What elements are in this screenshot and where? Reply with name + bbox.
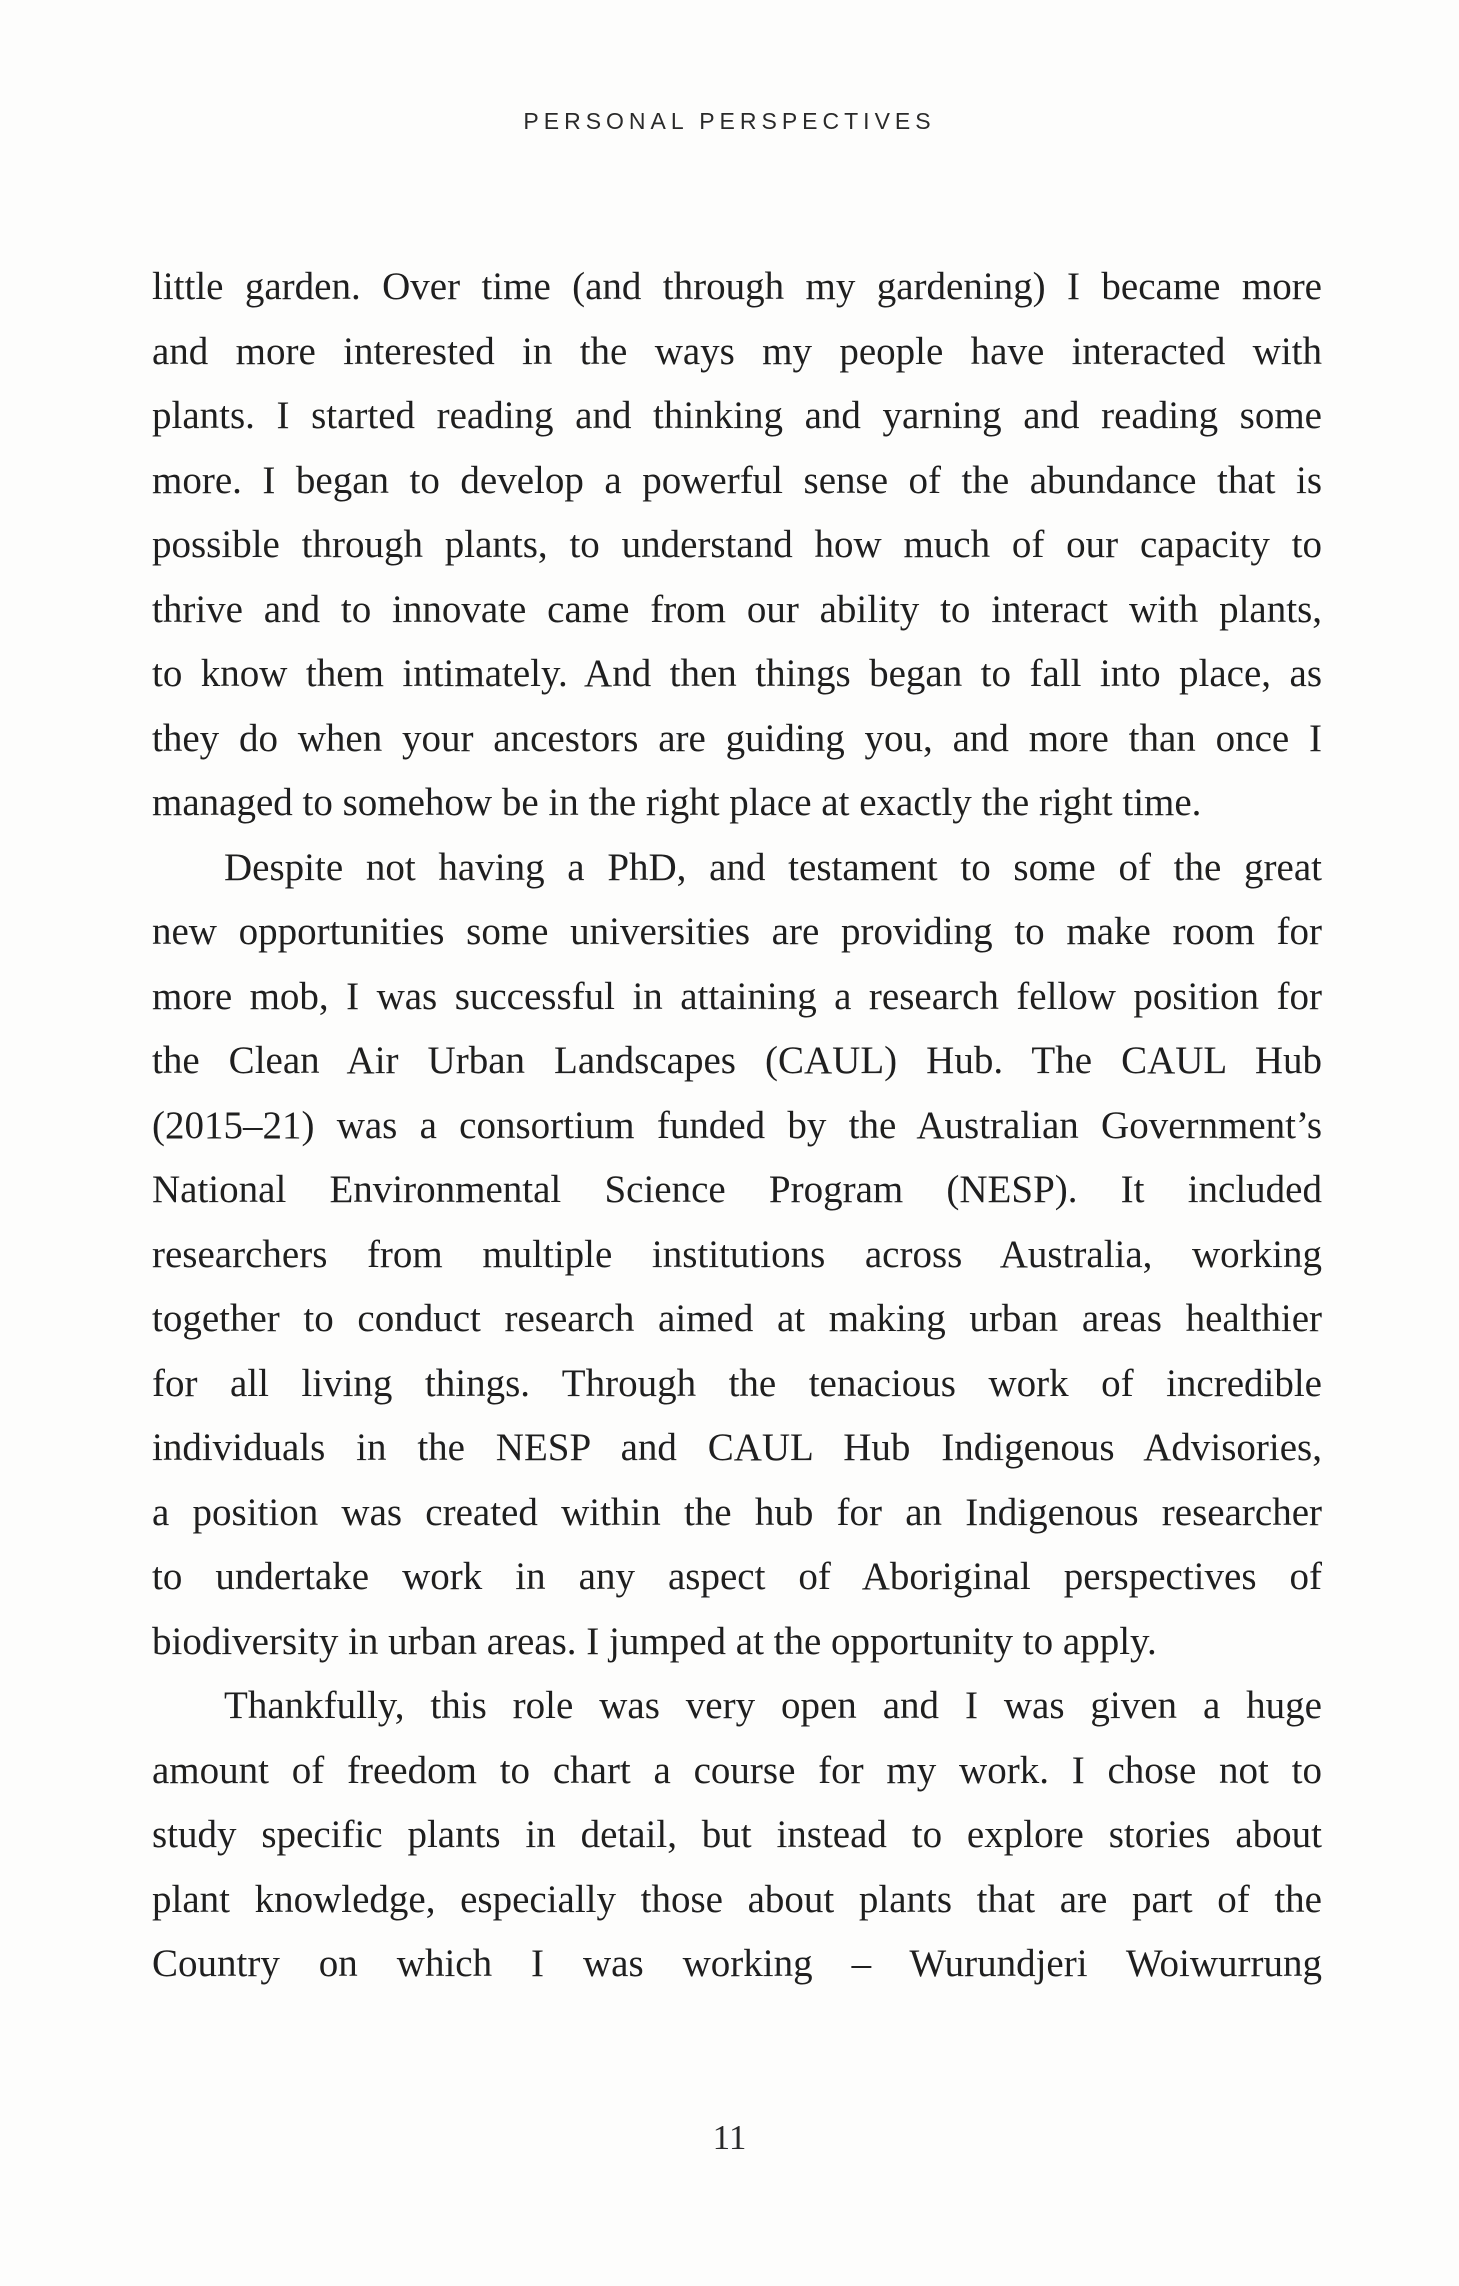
text-line: new opportunities some universities are providing to make room for [152,910,1322,953]
text-line: together to conduct research aimed at making urban areas healthier [152,1297,1322,1340]
text-line: plants. I started reading and thinking and yarning and reading some [152,394,1322,437]
text-line: and more interested in the ways my people have interacted with [152,329,1322,373]
text-line: Thankfully, this role was very open and I was given a huge [224,1684,1322,1727]
text-line: to undertake work in any aspect of Aboriginal perspectives of [152,1555,1322,1598]
text-line: they do when your ancestors are guiding you, and more than once I [152,716,1322,760]
text-line: little garden. Over time (and through my gardening) I became more [152,265,1322,308]
text-line: thrive and to innovate came from our ability to interact with plants, [152,587,1322,631]
body-text [152,255,1322,1997]
text-line: plant knowledge, especially those about plants that are part of the [152,1877,1322,1921]
text-line: Despite not having a PhD, and testament to some of the great [224,845,1322,889]
text-line: a position was created within the hub for an Indigenous researcher [152,1490,1322,1534]
page-number: 11 [712,2118,747,2157]
text-line: Country on which I was working – Wurundjeri Woiwurrung [152,1942,1322,1985]
text-line: the Clean Air Urban Landscapes (CAUL) Hub. The CAUL Hub [152,1039,1322,1082]
running-head: PERSONAL PERSPECTIVES [523,108,936,134]
text-line: individuals in the NESP and CAUL Hub Indigenous Advisories, [152,1426,1322,1469]
text-line: possible through plants, to understand how much of our capacity to [152,523,1322,566]
text-line: biodiversity in urban areas. I jumped at the opportunity to apply. [152,1619,1157,1663]
text-line: to know them intimately. And then things began to fall into place, as [152,652,1322,695]
text-line: National Environmental Science Program (NESP). It included [152,1168,1322,1211]
text-line: more mob, I was successful in attaining a research fellow position for [152,974,1322,1018]
text-line: more. I began to develop a powerful sense of the abundance that is [152,458,1322,502]
text-line: for all living things. Through the tenacious work of incredible [152,1361,1322,1405]
text-line: amount of freedom to chart a course for my work. I chose not to [152,1748,1322,1792]
text-line: researchers from multiple institutions across Australia, working [152,1232,1322,1276]
text-line: study specific plants in detail, but instead to explore stories about [152,1813,1322,1856]
text-line: (2015–21) was a consortium funded by the Australian Government’s [152,1103,1322,1147]
text-line: managed to somehow be in the right place at exactly the right time. [152,781,1202,824]
